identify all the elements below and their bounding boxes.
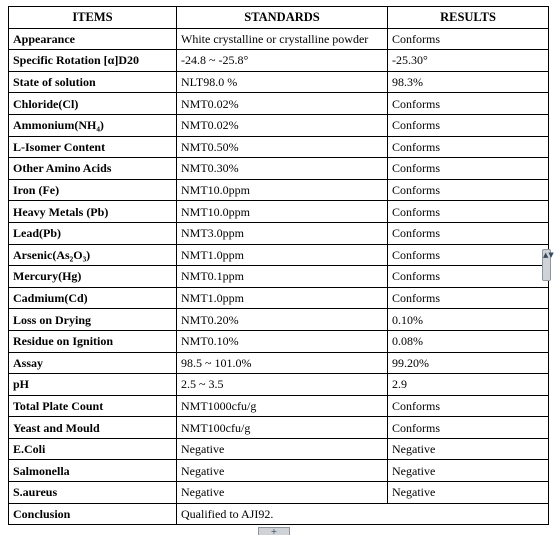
- result-cell: Conforms: [388, 136, 549, 158]
- item-cell: Ammonium(NH₄): [9, 114, 177, 136]
- table-row: [9, 309, 549, 331]
- specification-table: [8, 6, 549, 525]
- result-cell: Conforms: [388, 417, 549, 439]
- standard-cell: White crystalline or crystalline powder: [177, 28, 388, 50]
- result-cell: 2.9: [388, 374, 549, 396]
- standard-cell: NMT0.30%: [177, 158, 388, 180]
- standard-cell: Negative: [177, 482, 388, 504]
- item-cell: E.Coli: [9, 438, 177, 460]
- result-cell: Conforms: [388, 158, 549, 180]
- result-cell: Conforms: [388, 395, 549, 417]
- standard-cell: Negative: [177, 438, 388, 460]
- result-cell: 0.10%: [388, 309, 549, 331]
- table-row: [9, 460, 549, 482]
- table-row: [9, 136, 549, 158]
- item-cell: Residue on Ignition: [9, 330, 177, 352]
- table-row: [9, 417, 549, 439]
- header-standards: STANDARDS: [177, 7, 388, 29]
- table-row: [9, 438, 549, 460]
- table-row: [9, 482, 549, 504]
- standard-cell: NMT1.0ppm: [177, 244, 388, 266]
- table-row: [9, 395, 549, 417]
- conclusion-row: [9, 503, 549, 525]
- result-cell: Conforms: [388, 266, 549, 288]
- standard-cell: NMT10.0ppm: [177, 201, 388, 223]
- item-cell: Lead(Pb): [9, 222, 177, 244]
- table-row: [9, 114, 549, 136]
- result-cell: Conforms: [388, 201, 549, 223]
- table-row: [9, 287, 549, 309]
- standard-cell: NMT0.02%: [177, 114, 388, 136]
- item-cell: State of solution: [9, 71, 177, 93]
- item-cell: Heavy Metals (Pb): [9, 201, 177, 223]
- result-cell: Conforms: [388, 244, 549, 266]
- result-cell: 98.3%: [388, 71, 549, 93]
- result-cell: Conforms: [388, 28, 549, 50]
- table-row: [9, 266, 549, 288]
- result-cell: Conforms: [388, 287, 549, 309]
- table-row: [9, 71, 549, 93]
- item-cell: Specific Rotation [α]D20: [9, 50, 177, 72]
- standard-cell: 2.5 ~ 3.5: [177, 374, 388, 396]
- result-cell: Negative: [388, 460, 549, 482]
- standard-cell: NMT1000cfu/g: [177, 395, 388, 417]
- table-row: [9, 201, 549, 223]
- header-results: RESULTS: [388, 7, 549, 29]
- item-cell: Arsenic(As₂O₃): [9, 244, 177, 266]
- result-cell: 0.08%: [388, 330, 549, 352]
- item-cell: Salmonella: [9, 460, 177, 482]
- table-row: [9, 28, 549, 50]
- result-cell: Conforms: [388, 179, 549, 201]
- table-row: [9, 222, 549, 244]
- table-row: [9, 158, 549, 180]
- table-resize-handle-icon[interactable]: ▲▼: [542, 249, 551, 281]
- table-header-row: [9, 7, 549, 29]
- add-row-handle-icon[interactable]: +: [258, 527, 290, 535]
- item-cell: pH: [9, 374, 177, 396]
- conclusion-label: Conclusion: [9, 503, 177, 525]
- result-cell: Conforms: [388, 114, 549, 136]
- result-cell: Negative: [388, 482, 549, 504]
- standard-cell: NMT10.0ppm: [177, 179, 388, 201]
- standard-cell: NMT0.02%: [177, 93, 388, 115]
- standard-cell: NMT0.1ppm: [177, 266, 388, 288]
- item-cell: Yeast and Mould: [9, 417, 177, 439]
- table-row: [9, 330, 549, 352]
- table-row: [9, 352, 549, 374]
- table-row: [9, 374, 549, 396]
- result-cell: -25.30°: [388, 50, 549, 72]
- table-row: [9, 244, 549, 266]
- standard-cell: NMT3.0ppm: [177, 222, 388, 244]
- result-cell: Negative: [388, 438, 549, 460]
- standard-cell: NLT98.0 %: [177, 71, 388, 93]
- item-cell: L-Isomer Content: [9, 136, 177, 158]
- table-row: [9, 179, 549, 201]
- standard-cell: NMT0.50%: [177, 136, 388, 158]
- result-cell: Conforms: [388, 93, 549, 115]
- result-cell: Conforms: [388, 222, 549, 244]
- item-cell: Appearance: [9, 28, 177, 50]
- standard-cell: -24.8 ~ -25.8°: [177, 50, 388, 72]
- item-cell: Other Amino Acids: [9, 158, 177, 180]
- certificate-of-analysis: [8, 6, 548, 525]
- header-items: ITEMS: [9, 7, 177, 29]
- standard-cell: Negative: [177, 460, 388, 482]
- item-cell: Assay: [9, 352, 177, 374]
- result-cell: 99.20%: [388, 352, 549, 374]
- standard-cell: 98.5 ~ 101.0%: [177, 352, 388, 374]
- conclusion-text: Qualified to AJI92.: [177, 503, 549, 525]
- standard-cell: NMT0.10%: [177, 330, 388, 352]
- item-cell: Chloride(Cl): [9, 93, 177, 115]
- item-cell: Mercury(Hg): [9, 266, 177, 288]
- standard-cell: NMT1.0ppm: [177, 287, 388, 309]
- item-cell: Total Plate Count: [9, 395, 177, 417]
- table-row: [9, 50, 549, 72]
- item-cell: Loss on Drying: [9, 309, 177, 331]
- standard-cell: NMT100cfu/g: [177, 417, 388, 439]
- item-cell: S.aureus: [9, 482, 177, 504]
- table-row: [9, 93, 549, 115]
- standard-cell: NMT0.20%: [177, 309, 388, 331]
- item-cell: Iron (Fe): [9, 179, 177, 201]
- item-cell: Cadmium(Cd): [9, 287, 177, 309]
